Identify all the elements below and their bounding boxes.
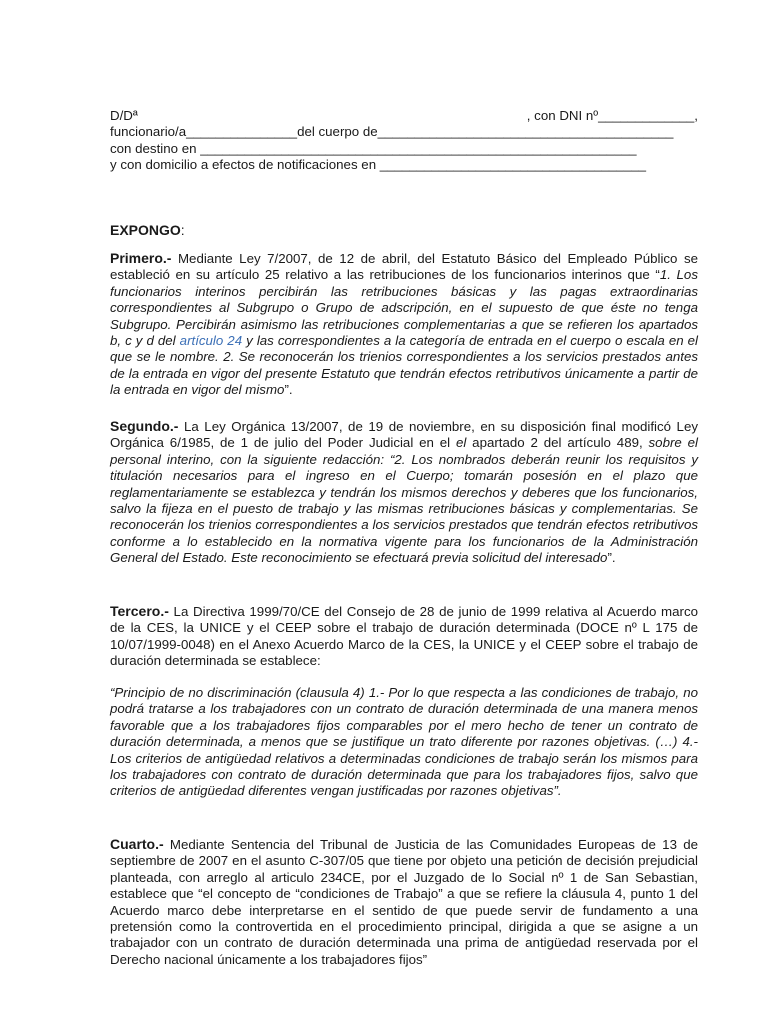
directive-quote (110, 685, 698, 800)
primero-label: Primero.- (110, 250, 172, 266)
form-header (110, 108, 698, 174)
section-heading (110, 222, 185, 238)
header-line-4: y con domicilio a efectos de notificaciones en ____________________________________ (110, 157, 647, 173)
primero-quote-1: 1. Los funcionarios interinos percibirán las retribuciones básicas y las pagas extraordinarias correspondientes al Subgrupo o Grupo de adscripción, en el supuesto de que éste no tenga Subgrupo. Percibirán asimismo las retribuciones complementarias a que se refieren los apartados b, c y d del (110, 267, 698, 349)
tercero-label: Tercero.- (110, 603, 169, 619)
name-field-label: D/Dª (110, 108, 138, 123)
segundo-label: Segundo.- (110, 418, 179, 434)
paragraph-segundo (110, 418, 698, 567)
paragraph-cuarto (110, 836, 698, 968)
tercero-text: La Directiva 1999/70/CE del Consejo de 28 de junio de 1999 relativa al Acuerdo marco de la CES, la UNICE y el CEEP sobre el trabajo de duración determinada (DOCE nº L 175 de 10/07/1999-0048) en el Anexo Acuerdo Marco de la CES, la UNICE y el CEEP sobre el trabajo de duración determinada se establece: (110, 604, 698, 669)
heading-title: EXPONGO (110, 222, 181, 238)
segundo-text-1: La Ley Orgánica 13/2007, de 19 de noviembre, en su disposición final modificó Ley Orgánica 6/1985, de 1 de julio del Poder Judicial en el (110, 419, 698, 451)
primero-end: ”. (284, 382, 293, 398)
directive-quote-text: “Principio de no discriminación (clausula 4) 1.- Por lo que respecta a las condiciones de trabajo, no podrá tratarse a los trabajadores con un contrato de duración determinada de una manera menos favorable que a los trabajadores fijos comparables por el mero hecho de tener un contrato de duración determinada, a menos que se justifique un trato diferente por razones objetivas. (…) 4.- Los criterios de antigüedad relativos a determinadas condiciones de trabajo serán los mismos para los trabajadores con contrato de duración determinada que para los trabajadores fijos, salvo que criterios de antigüedad diferentes vengan justificadas por razones objetivas”. (110, 685, 698, 799)
dni-field-label: , con DNI nº_____________, (526, 108, 698, 123)
heading-colon: : (180, 222, 185, 238)
segundo-end: ”. (607, 550, 616, 566)
segundo-text-2: apartado 2 del artículo 489, (466, 435, 649, 451)
primero-quote-2: y las correspondientes a la categoría de entrada en el cuerpo o escala en el que se le nombre. 2. Se reconocerán los trienios correspondientes a los servicios prestados antes de la entrada en vigor del presente Estatuto que tendrán efectos retributivos únicamente a partir de la entrada en vigor del mismo (110, 333, 699, 398)
paragraph-primero (110, 250, 698, 399)
header-line-2: funcionario/a_______________del cuerpo de________________________________________ (110, 124, 674, 140)
cuarto-text: Mediante Sentencia del Tribunal de Justicia de las Comunidades Europeas de 13 de septiembre de 2007 en el asunto C-307/05 que tiene por objeto una petición de decisión prejudicial planteada, con arreglo al articulo 234CE, por el Juzgado de lo Social nº 1 de San Sebastian, establece que “el concepto de “condiciones de Trabajo” a que se refiere la cláusula 4, punto 1 del Acuerdo marco debe interpretarse en el sentido de que puede servir de fundamento a una pretensión como la controvertida en el procedimiento principal, dirigida a que se asigne a un trabajador con un contrato de duración determinada una prima de antigüedad reservada por el Derecho nacional únicamente a los trabajadores fijos” (110, 837, 698, 967)
cuarto-label: Cuarto.- (110, 836, 164, 852)
paragraph-tercero (110, 603, 698, 670)
primero-text: Mediante Ley 7/2007, de 12 de abril, del Estatuto Básico del Empleado Público se estableció en su artículo 25 relativo a las retribuciones de los funcionarios interinos que “ (110, 251, 698, 283)
header-line-3: con destino en ___________________________________________________________ (110, 140, 637, 156)
articulo-24-link[interactable]: artículo 24 (179, 333, 243, 349)
segundo-emphasis: el (455, 435, 467, 451)
header-line-1 (110, 108, 698, 124)
segundo-quote: sobre el personal interino, con la siguiente redacción: “2. Los nombrados deberán reunir los requisitos y titulación necesarios para el ingreso en el Cuerpo; tomarán posesión en el plazo que reglamentariamente se establezca y tendrán los mismos derechos y deberes que los funcionarios, salvo la fijeza en el puesto de trabajo y las mismas retribuciones básicas y complementarias. Se reconocerán los trienios correspondientes a los servicios prestados que tendrán efectos retributivos conforme a lo establecido en la normativa vigente para los funcionarios de la Administración General del Estado. Este reconocimiento se efectuará previa solicitud del interesado (110, 435, 698, 566)
